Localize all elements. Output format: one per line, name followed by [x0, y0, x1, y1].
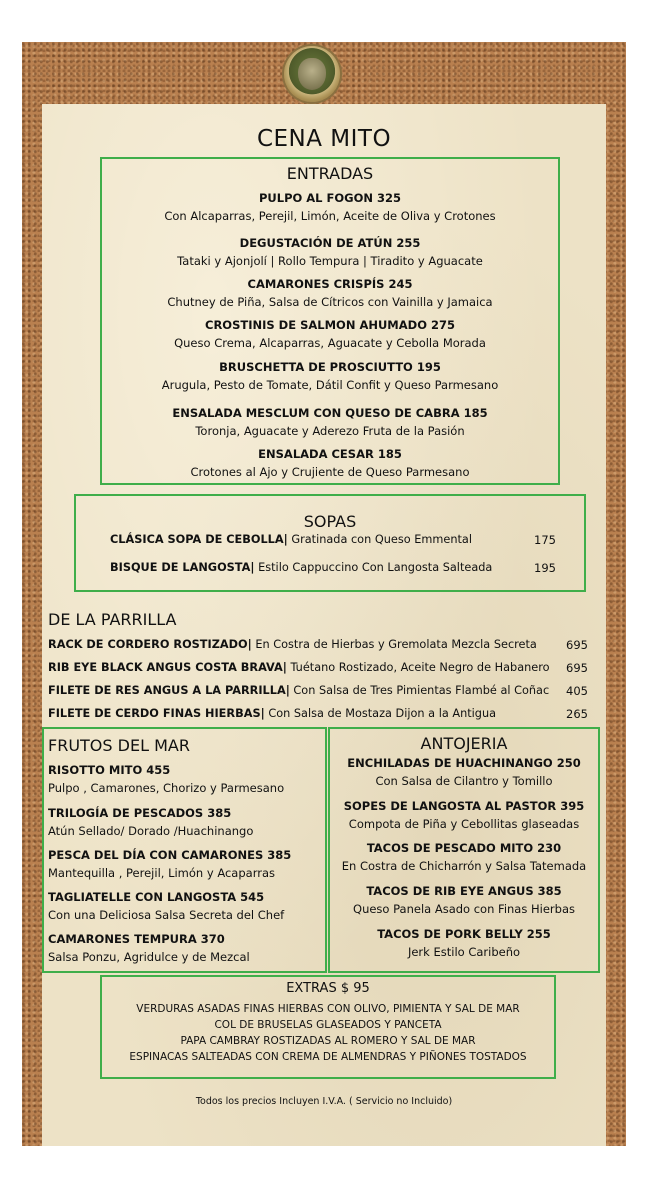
- extra-item: PAPA CAMBRAY ROSTIZADAS AL ROMERO Y SAL DE MAR: [180, 1035, 476, 1047]
- footer-note: Todos los precios Incluyen I.V.A. ( Servicio no Incluido): [195, 1096, 453, 1107]
- dish-desc: Pulpo , Camarones, Chorizo y Parmesano: [48, 781, 285, 795]
- mito-logo: [284, 46, 340, 102]
- dish-desc: Jerk Estilo Caribeño: [407, 945, 521, 959]
- dish-name: DEGUSTACIÓN DE ATÚN 255: [239, 236, 421, 250]
- dish-desc: Compota de Piña y Cebollitas glaseadas: [348, 817, 580, 831]
- dish-name: TRILOGÍA DE PESCADOS 385: [48, 806, 232, 820]
- dish-desc: Crotones al Ajo y Crujiente de Queso Parmesano: [190, 465, 470, 479]
- dish-name: SOPES DE LANGOSTA AL PASTOR 395: [343, 799, 585, 813]
- list-item: RACK DE CORDERO ROSTIZADO| En Costra de Hierbas y Gremolata Mezcla Secreta: [48, 638, 537, 651]
- dish-desc: Atún Sellado/ Dorado /Huachinango: [48, 824, 254, 838]
- dish-desc: Toronja, Aguacate y Aderezo Fruta de la Pasión: [195, 424, 465, 438]
- dish-desc: Con Salsa de Cilantro y Tomillo: [375, 774, 553, 788]
- dish-name: RISOTTO MITO 455: [48, 763, 171, 777]
- price: 695: [566, 638, 588, 652]
- dish-name: TACOS DE RIB EYE ANGUS 385: [366, 884, 562, 898]
- price: 265: [566, 707, 588, 721]
- extra-item: COL DE BRUSELAS GLASEADOS Y PANCETA: [214, 1019, 442, 1031]
- extras-heading: EXTRAS $ 95: [286, 981, 370, 996]
- dish-name: TACOS DE PORK BELLY 255: [377, 927, 551, 941]
- dish-desc: Con Alcaparras, Perejil, Limón, Aceite de Oliva y Crotones: [164, 209, 496, 223]
- dish-desc: Queso Crema, Alcaparras, Aguacate y Cebolla Morada: [174, 336, 486, 350]
- sopas-heading: SOPAS: [303, 512, 357, 531]
- antojeria-heading: ANTOJERIA: [420, 734, 508, 753]
- price: 195: [534, 561, 556, 575]
- list-item: FILETE DE CERDO FINAS HIERBAS| Con Salsa de Mostaza Dijon a la Antigua: [48, 707, 497, 720]
- dish-desc: Chutney de Piña, Salsa de Cítricos con Vainilla y Jamaica: [167, 295, 493, 309]
- parrilla-heading: DE LA PARRILLA: [48, 610, 177, 629]
- dish-name: PULPO AL FOGON 325: [258, 191, 401, 205]
- dish-name: BRUSCHETTA DE PROSCIUTTO 195: [219, 360, 441, 374]
- extra-item: ESPINACAS SALTEADAS CON CREMA DE ALMENDRAS Y PIÑONES TOSTADOS: [129, 1051, 527, 1063]
- price: 405: [566, 684, 588, 698]
- extra-item: VERDURAS ASADAS FINAS HIERBAS CON OLIVO, PIMIENTA Y SAL DE MAR: [136, 1003, 520, 1015]
- dish-name: CAMARONES TEMPURA 370: [48, 932, 225, 946]
- dish-name: PESCA DEL DÍA CON CAMARONES 385: [48, 848, 292, 862]
- menu-title: CENA MITO: [256, 126, 392, 152]
- list-item: CLÁSICA SOPA DE CEBOLLA| Gratinada con Queso Emmental: [110, 533, 472, 546]
- dish-name: ENSALADA CESAR 185: [258, 447, 402, 461]
- dish-name: ENSALADA MESCLUM CON QUESO DE CABRA 185: [172, 406, 488, 420]
- price: 175: [534, 533, 556, 547]
- dish-name: CROSTINIS DE SALMON AHUMADO 275: [205, 318, 455, 332]
- dish-name: TACOS DE PESCADO MITO 230: [366, 841, 562, 855]
- dish-name: ENCHILADAS DE HUACHINANGO 250: [347, 756, 581, 770]
- dish-name: CAMARONES CRISPÍS 245: [247, 277, 413, 291]
- dish-name: TAGLIATELLE CON LANGOSTA 545: [48, 890, 265, 904]
- dish-desc: En Costra de Chicharrón y Salsa Tatemada: [341, 859, 587, 873]
- list-item: RIB EYE BLACK ANGUS COSTA BRAVA| Tuétano Rostizado, Aceite Negro de Habanero: [48, 661, 550, 674]
- dish-desc: Tataki y Ajonjolí | Rollo Tempura | Tiradito y Aguacate: [177, 254, 483, 268]
- entradas-heading: ENTRADAS: [286, 164, 374, 183]
- dish-desc: Mantequilla , Perejil, Limón y Acaparras: [48, 866, 275, 880]
- dish-desc: Salsa Ponzu, Agridulce y de Mezcal: [48, 950, 250, 964]
- dish-desc: Queso Panela Asado con Finas Hierbas: [353, 902, 575, 916]
- dish-desc: Con una Deliciosa Salsa Secreta del Chef: [48, 908, 285, 922]
- face-icon: [298, 58, 326, 90]
- dish-desc: Arugula, Pesto de Tomate, Dátil Confit y Queso Parmesano: [161, 378, 499, 392]
- price: 695: [566, 661, 588, 675]
- frutos-heading: FRUTOS DEL MAR: [48, 736, 190, 755]
- list-item: FILETE DE RES ANGUS A LA PARRILLA| Con Salsa de Tres Pimientas Flambé al Coñac: [48, 684, 550, 697]
- list-item: BISQUE DE LANGOSTA| Estilo Cappuccino Con Langosta Salteada: [110, 561, 493, 574]
